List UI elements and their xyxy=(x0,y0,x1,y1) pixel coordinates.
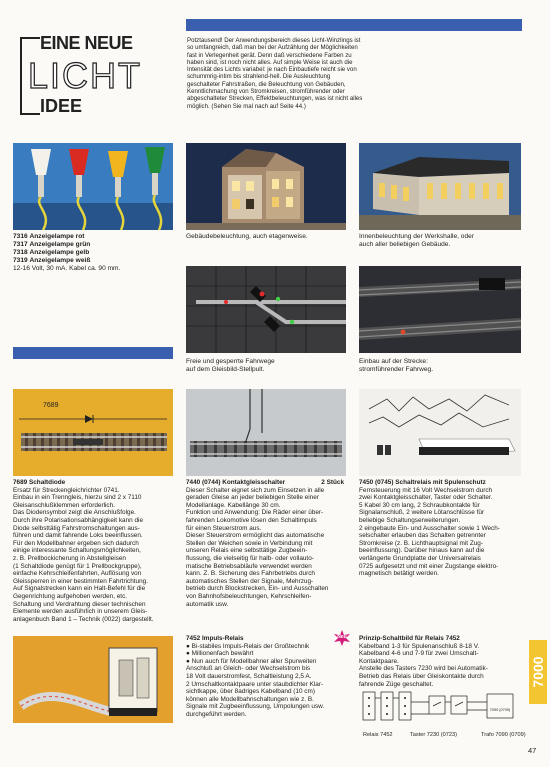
section-tab-label: 7000 xyxy=(530,656,546,688)
impuls-relais-photo xyxy=(13,636,173,723)
building-photo xyxy=(186,143,346,230)
intro-text: Potztausend! Der Anwendungsbereich dieses Licht-Winzlings ist so umfangreich, daß man bei der Aufzählung der Möglichkeiten fast in Verlegenheit gerät. Denn daß verschiedene Farben zu haben sind, ist noch nicht alles. Auf simple Weise ist auch die Intensität des Lichts variabel: je nach Einbautiefe reicht sie von schummrig-intim bis strahlend-hell. Die Ausleuchtung geschalteter Fahrstraßen, die Beleuchtung von Gebäuden, Kenntlichmachung von Stromkreisen, stromführender oder abgeschalteter Strecken, Effektbeleuchtungen, was ist nicht alles möglich. (Sehen Sie mal nach auf Seite 44.) xyxy=(187,37,363,110)
title-bracket xyxy=(20,37,22,115)
kontakt-description: 7440 (0744) Kontaktgleisschalter 2 Stück Dieser Schalter eignet sich zum Einsetzen in alle geraden Gleise an jeder beliebigen Stelle einer Modellanlage. Kabellänge 30 cm. Funktion und Anwendung: Die Räder einer über- fahrenden Lokomotive lösen den Schaltimpuls für einen Steuerstrom aus. Dieser Steuerstrom ermöglicht das automatische Stellen der Weichen sowie in Verbindung mit unseren Relais eine selbsttätige Zugbeein- flussung, die vielseitig für halb- oder vollauto- matische Betriebsabläufe verwendet werden kann. Z. B. Sicherung des Fahrbetriebs durch automatisches Stellen der Signale, Mehrzug- betrieb durch Blockstrecken, Ein- und Ausschalten von Bahnhofsbeleuchtungen, Kehrschleifen- automatik usw. xyxy=(186,479,354,608)
middle-blue-bar xyxy=(13,347,173,359)
lamps-spec: 12-16 Volt, 30 mA. Kabel ca. 90 mm. xyxy=(13,265,121,272)
page-number: 47 xyxy=(528,746,537,755)
trafo-box-label: 7090 (0709) xyxy=(489,708,511,712)
prinzip-description: Prinzip-Schaltbild für Relais 7452 Kabelband 1-3 für Spulenanschluß 8-18 V. Kabelband 4-6 und 7-9 für zwei Umschalt- Kontaktpaare. Anstelle des Tasters 7230 wird bei Automatik- Betrieb das Relais über Gleiskontakte durch fahrende Züge geschaltet. xyxy=(359,635,519,688)
title-line-1: EINE NEUE xyxy=(40,33,133,53)
title-line-3: IDEE xyxy=(40,96,83,116)
impuls-bullet: ● Nun auch für Modellbahner aller Spurweiten xyxy=(186,657,317,665)
impuls-heading: 7452 Impuls-Relais xyxy=(186,635,244,642)
wiring-schematic xyxy=(359,688,519,732)
lamp-item: 7317 Anzeigelampe grün xyxy=(13,241,91,248)
impuls-bullet: ● Millionenfach bewährt xyxy=(186,650,254,658)
lamp-item: 7316 Anzeigelampe rot xyxy=(13,233,85,240)
building-caption: Gebäudebeleuchtung, auch etagenweise. xyxy=(186,233,308,240)
page-title-block xyxy=(18,33,178,128)
label-taster: Taster 7230 (0723) xyxy=(410,732,457,738)
section-tab xyxy=(529,640,547,704)
schaltrelais-photo xyxy=(359,389,521,476)
workshop-caption: Innenbeleuchtung der Werkshalle, oder auch aller beliebigen Gebäude. xyxy=(359,233,474,248)
track-install-caption: Einbau auf der Strecke: stromführender Fahrweg. xyxy=(359,358,434,373)
schaltrelais-description: 7450 (0745) Schaltrelais mit Spulenschutz Fernsteuerung mit 16 Volt Wechselstrom durch zwei Kontaktgleisschalter, Taster oder Schalter. 5 Kabel 30 cm lang, 2 Schraubkontakte für Signalanschluß, 2 weitere Lötanschlüsse für beliebige Schaltungserweiterungen. 2 eingebaute Ein- und Ausschalter sowie 1 Wech- selschalter erlauben das Schalten getrennter Stromkreise (z. B. Lichthauptsignal mit Zug- beeinflussung). Darüber hinaus kann auf die verlängerte Grundplatte der Universalrelais 0725 aufgesetzt und mit einer Zugstange elektro- magnetisch betätigt werden. xyxy=(359,479,529,578)
label-trafo: Trafo 7090 (0709) xyxy=(481,732,526,738)
workshop-photo xyxy=(359,143,521,230)
control-panel-caption: Freie und gesperrte Fahrwege auf dem Gleisbild-Stellpult. xyxy=(186,358,275,373)
label-relais: Relais 7452 xyxy=(363,732,393,738)
diode-photo xyxy=(13,389,173,476)
prinzip-heading: Prinzip-Schaltbild für Relais 7452 xyxy=(359,635,460,642)
impuls-bullet: ● Bi-stabiles Impuls-Relais der Großtechnik xyxy=(186,642,310,650)
schaltrelais-heading: 7450 (0745) Schaltrelais mit Spulenschutz xyxy=(359,479,486,486)
lamps-photo xyxy=(13,143,173,230)
title-bracket-bottom xyxy=(20,113,40,115)
neu-badge: Neu xyxy=(334,630,350,646)
track-install-photo xyxy=(359,266,521,353)
lamp-item: 7319 Anzeigelampe weiß xyxy=(13,257,91,264)
title-bracket-top xyxy=(20,37,40,39)
control-panel-photo xyxy=(186,266,346,353)
impuls-description: 7452 Impuls-Relais ● Bi-stabiles Impuls-Relais der Großtechnik ● Millionenfach bewährt ● Nun auch für Modellbahner aller Spurweiten Anschluß an Gleich- oder Wechselstrom bis 18 Volt dauerstromfest, Schaltleistung 2,5 A. 2 Umschaltkontaktpaare unter staubdichter Klar- sichtkappe, über 8adriges Kabelband (10 cm) können alle Modellbahnschaltungen wie z. B. Signale mit Zugbeeinflussung, Umpolungen usw. durchgeführt werden. xyxy=(186,635,354,719)
lamps-caption xyxy=(13,233,178,273)
lamp-item: 7318 Anzeigelampe gelb xyxy=(13,249,90,256)
kontakt-heading: 7440 (0744) Kontaktgleisschalter 2 Stück xyxy=(186,479,344,486)
top-blue-bar xyxy=(186,19,522,31)
diode-heading: 7689 Schaltdiode xyxy=(13,479,66,486)
diode-description: 7689 Schaltdiode Ersatz für Streckengleichrichter 0741. Einbau in ein Trenngleis, hierzu sind 2 x 7110 Gleisanschlußklemmen erforderlich. Das Diodensymbol zeigt die Anschlußfolge. Durch ihre Polarisationsabhängigkeit kann die Diode selbsttätig Fahrstromschaltungen aus- führen und damit fahrende Loks beeinflussen. Für den Modellbahner ergeben sich dadurch einige interessante Schaltungsmöglichkeiten, z. B. Prellbockicherung in Abstellgleisen (1 Schaltdiode genügt für 1 Prellbockgruppe), einfache Kehrschleifenfahrten, Auflösung von Gleissperren in einer bestimmten Fahrtrichtung. Auf Signalstrecken kann ein Halt-Befehl für die Gegenrichtung aufgehoben werden, etc. Schaltung und Verdrahtung dieser technischen Elemente werden ausführlich in unserem Gleis- anlagenbuch Band 1 – Technik (0022) dargestellt. xyxy=(13,479,181,623)
title-line-2: LICHT xyxy=(28,55,143,96)
kontaktgleisschalter-photo xyxy=(186,389,346,476)
svg-text:7689: 7689 xyxy=(43,402,59,409)
